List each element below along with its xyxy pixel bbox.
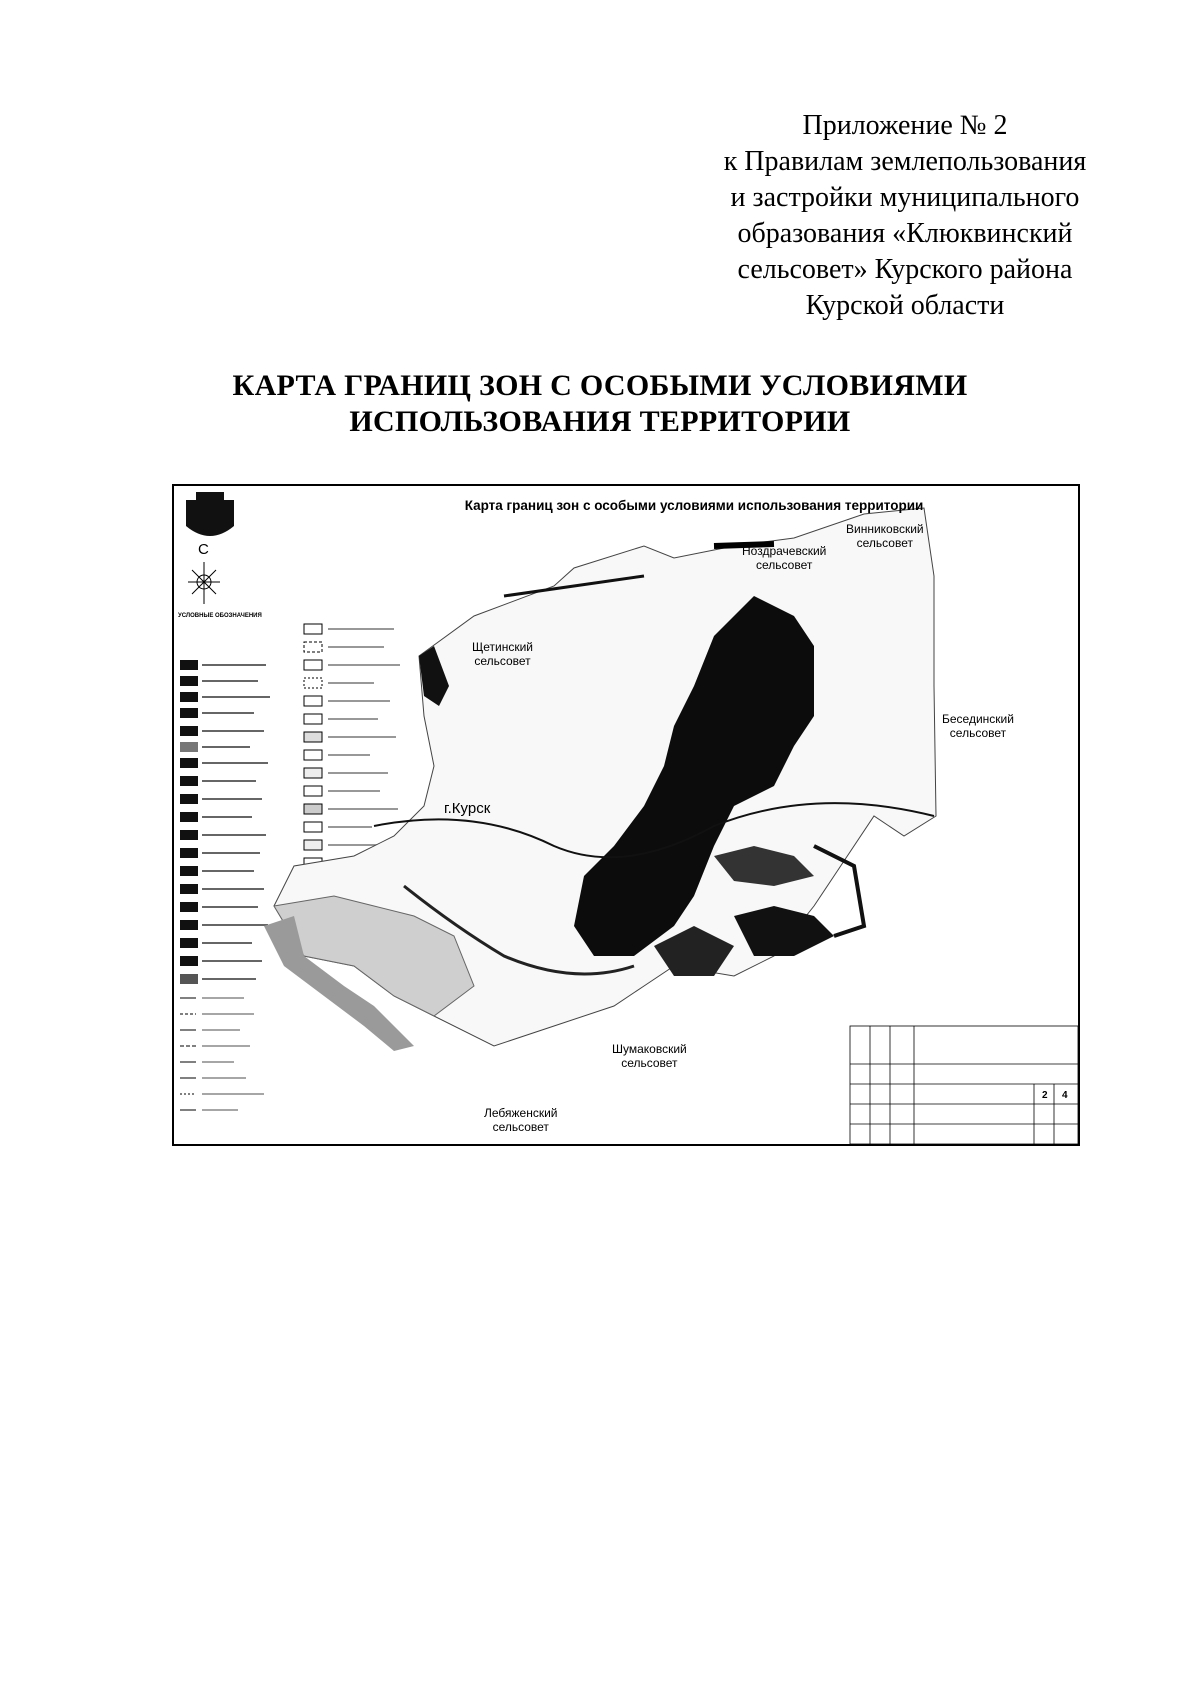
label-kursk: г.Курск <box>444 800 491 817</box>
appendix-line: Приложение № 2 <box>802 110 1008 141</box>
appendix-line: сельсовет» Курского района <box>737 254 1073 285</box>
label-vinnikovsky: Винниковский сельсовет <box>846 522 924 550</box>
appendix-line: образования «Клюквинский <box>737 218 1073 249</box>
map-figure <box>172 484 1080 1146</box>
appendix-line: и застройки муниципального <box>730 182 1080 213</box>
label-shumakovsky: Шумаковский сельсовет <box>612 1042 687 1070</box>
appendix-note <box>690 108 1120 324</box>
document-title-line-2: ИСПОЛЬЗОВАНИЯ ТЕРРИТОРИИ <box>349 405 851 438</box>
map-title: Карта границ зон с особыми условиями использования территории <box>464 498 924 513</box>
label-nozdrachevsky: Ноздрачевский сельсовет <box>742 544 827 572</box>
sheet-count: 4 <box>1062 1090 1068 1101</box>
appendix-line: к Правилам землепользования <box>723 146 1087 177</box>
document-title-line-1: КАРТА ГРАНИЦ ЗОН С ОСОБЫМИ УСЛОВИЯМИ <box>232 369 968 402</box>
legend-heading: УСЛОВНЫЕ ОБОЗНАЧЕНИЯ <box>178 613 262 619</box>
appendix-line: Курской области <box>805 290 1005 321</box>
territory-map <box>264 508 936 1051</box>
document-title <box>150 368 1050 440</box>
north-letter: С <box>198 541 209 558</box>
label-shchetinsky: Щетинский сельсовет <box>472 640 534 668</box>
legend-column-1 <box>180 660 270 1110</box>
coat-of-arms-icon <box>186 492 234 536</box>
sheet-number: 2 <box>1042 1090 1048 1101</box>
label-besedinsky: Бесединский сельсовет <box>942 712 1014 740</box>
north-arrow-icon <box>188 562 220 604</box>
label-lebyazhensky: Лебяженский сельсовет <box>484 1106 558 1134</box>
title-block <box>850 1026 1078 1144</box>
